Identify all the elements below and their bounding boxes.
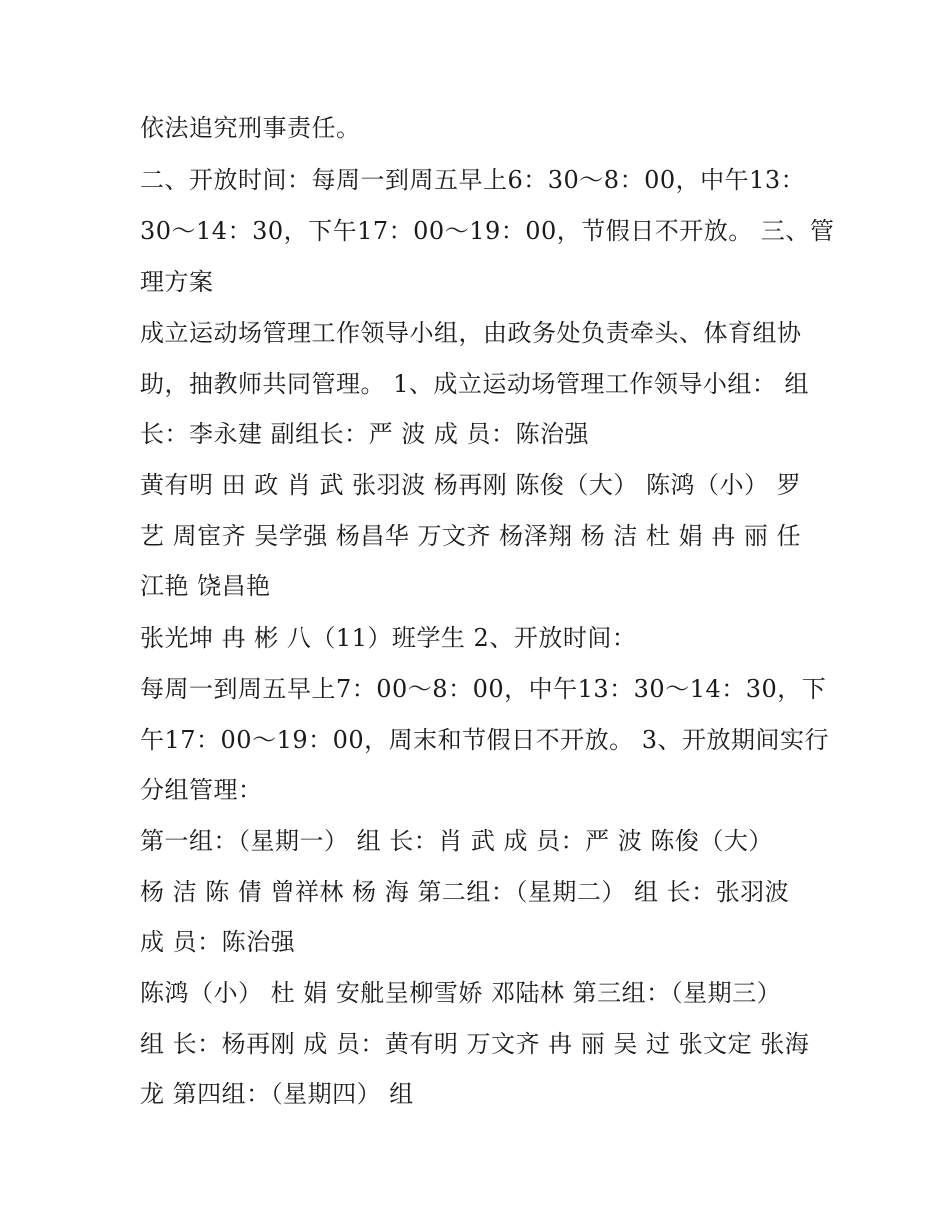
text-line: 龙 第四组：（星期四） 组 <box>140 1080 414 1108</box>
text-line: 依法追究刑事责任。 <box>140 114 361 142</box>
text-line: 成立运动场管理工作领导小组，由政务处负责牵头、体育组协 <box>140 319 802 347</box>
text-line: 30～14：30，下午17：00～19：00，节假日不开放。 三、管 <box>140 217 835 245</box>
text-line: 杨 洁 陈 倩 曾祥林 杨 海 第二组：（星期二） 组 长：张羽波 <box>140 878 790 906</box>
text-line: 黄有明 田 政 肖 武 张羽波 杨再刚 陈俊（大） 陈鸿（小） 罗 <box>140 471 802 499</box>
text-line: 艺 周宦齐 吴学强 杨昌华 万文齐 杨泽翔 杨 洁 杜 娟 冉 丽 任 <box>140 522 802 550</box>
text-line: 成 员：陈治强 <box>140 928 296 956</box>
text-line: 理方案 <box>140 268 214 296</box>
text-line: 长：李永建 副组长：严 波 成 员：陈治强 <box>140 420 590 448</box>
text-line: 每周一到周五早上7：00～8：00，中午13：30～14：30，下 <box>140 675 827 703</box>
text-line: 陈鸿（小） 杜 娟 安舭呈柳雪娇 邓陆林 第三组：（星期三） <box>140 979 782 1007</box>
text-line: 张光坤 冉 彬 八（11）班学生 2、开放时间： <box>140 624 637 652</box>
text-line: 分组管理： <box>140 776 263 804</box>
text-line: 助，抽教师共同管理。 1、成立运动场管理工作领导小组： 组 <box>140 370 810 398</box>
text-line: 江艳 饶昌艳 <box>140 572 271 600</box>
text-line: 组 长：杨再刚 成 员：黄有明 万文齐 冉 丽 吴 过 张文定 张海 <box>140 1030 810 1058</box>
text-line: 二、开放时间：每周一到周五早上6：30～8：00，中午13： <box>140 166 806 194</box>
text-line: 第一组：（星期一） 组 长：肖 武 成 员：严 波 陈俊（大） <box>140 827 773 855</box>
text-line: 午17：00～19：00，周末和节假日不开放。 3、开放期间实行 <box>140 726 830 754</box>
